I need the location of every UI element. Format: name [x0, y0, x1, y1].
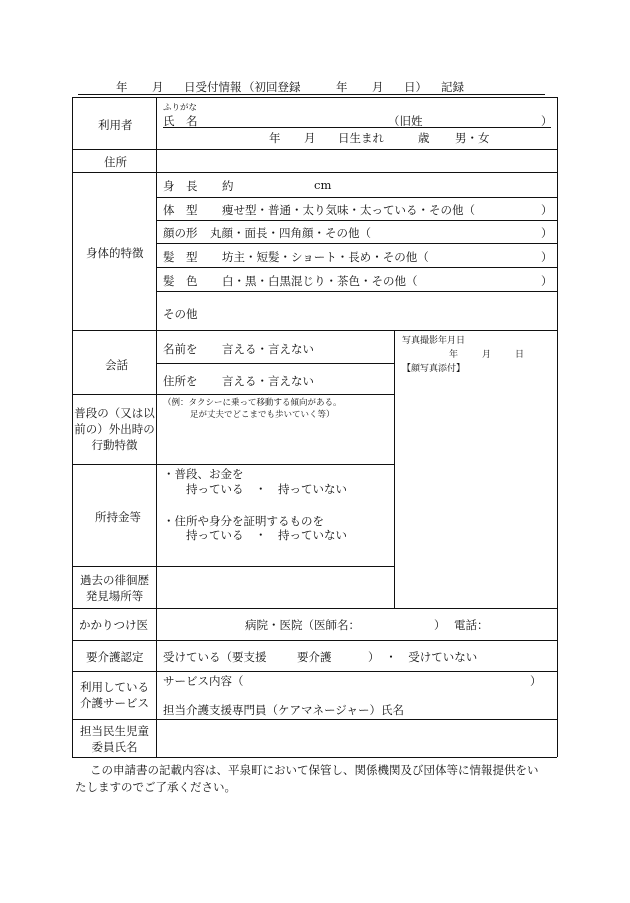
conversation-sep — [156, 363, 394, 364]
old-name-close: ） — [541, 114, 553, 128]
service-label-1: 利用している — [80, 680, 149, 694]
money-question-2: ・住所や身分を証明するものを — [163, 514, 324, 528]
height-label: 身 長 — [163, 179, 198, 193]
height-approx: 約 — [222, 179, 234, 193]
care-text-3: ） ・ 受けていない — [368, 650, 478, 664]
physical-label: 身体的特徴 — [86, 246, 144, 260]
table-border-right — [557, 97, 558, 757]
address-answer-options: 言える・言えない — [222, 374, 314, 388]
photo-year: 年 — [449, 350, 459, 360]
birth-month: 月 — [304, 131, 316, 145]
care-label: 要介護認定 — [86, 650, 144, 664]
money-answer-1: 持っている ・ 持っていない — [186, 482, 347, 496]
table-border-bottom — [72, 757, 557, 758]
history-label-1: 過去の徘徊歴 — [80, 573, 149, 587]
birth-day: 日生まれ — [338, 131, 384, 145]
birth-year: 年 — [269, 131, 281, 145]
commissioner-label — [73, 723, 156, 755]
row-sep — [72, 719, 557, 720]
header-day2: 日） — [404, 80, 427, 94]
care-text-2: 要介護 — [297, 650, 332, 664]
physical-sep — [156, 291, 557, 292]
hair-color-options: 白・黒・白黒混じり・茶色・その他（ — [222, 274, 418, 288]
outing-example-2: 足が丈夫でどこまでも歩いていく等） — [190, 410, 335, 420]
physical-sep — [156, 220, 557, 221]
face-shape-label: 顔の形 — [163, 226, 198, 240]
service-content-label: サービス内容（ — [163, 674, 244, 688]
header-year: 年 — [116, 80, 128, 94]
name-underline — [163, 127, 551, 128]
row-sep — [72, 608, 557, 609]
row-sep — [72, 464, 394, 465]
hairstyle-close: ） — [541, 250, 553, 264]
photo-month: 月 — [482, 350, 492, 360]
care-text-1: 受けている（要支援 — [163, 650, 267, 664]
sex-options: 男・女 — [455, 131, 490, 145]
hairstyle-options: 坊主・短髪・ショート・長め・その他（ — [222, 250, 429, 264]
header-record: 記録 — [441, 80, 464, 94]
address-label: 住所 — [104, 155, 127, 169]
body-type-close: ） — [541, 203, 553, 217]
row-sep — [72, 671, 557, 672]
face-shape-close: ） — [541, 226, 553, 240]
row-sep — [72, 149, 557, 150]
outing-example-1: （例：タクシーに乗って移動する傾向がある。 — [163, 398, 342, 408]
height-unit: cm — [314, 178, 332, 192]
header-reception: 日受付情報 — [184, 80, 242, 94]
age-label: 歳 — [418, 131, 430, 145]
history-label-2: 発見場所等 — [85, 589, 144, 603]
outing-label-1: 普段の（又は以 — [74, 406, 155, 420]
conversation-label: 会話 — [105, 358, 128, 372]
photo-column-divider — [394, 330, 395, 608]
money-label: 所持金等 — [95, 510, 141, 524]
photo-attach-note: 【顔写真添付】 — [402, 364, 466, 374]
furigana-label: ふりがな — [163, 103, 198, 113]
name-answer-options: 言える・言えない — [222, 342, 314, 356]
commissioner-label-2: 委員氏名 — [91, 740, 138, 754]
physical-sep — [156, 197, 557, 198]
header-underline — [78, 94, 545, 95]
body-type-label: 体 型 — [163, 203, 198, 217]
money-answer-2: 持っている ・ 持っていない — [186, 528, 347, 542]
header-year2: 年 — [336, 80, 348, 94]
service-label-2: 介護サービス — [80, 696, 149, 710]
outing-label-3: 行動特徴 — [91, 438, 138, 452]
outing-label-2: 前の）外出時の — [74, 422, 155, 436]
label-column-divider — [156, 97, 157, 757]
physical-sep — [156, 267, 557, 268]
row-sep — [72, 172, 557, 173]
doctor-phone: 電話： — [454, 618, 489, 632]
hairstyle-label: 髪 型 — [163, 250, 198, 264]
body-type-options: 痩せ型・普通・太り気味・太っている・その他（ — [222, 203, 475, 217]
row-sep — [72, 566, 394, 567]
photo-date-label: 写真撮影年月日 — [402, 336, 466, 346]
commissioner-label-1: 担当民生児童 — [80, 724, 149, 738]
old-name-label: （旧姓 — [388, 114, 423, 128]
hair-color-close: ） — [541, 274, 553, 288]
hair-color-label: 髪 色 — [163, 274, 198, 288]
address-question: 住所を — [163, 374, 198, 388]
doctor-text: 病院・医院（医師名： — [245, 618, 360, 632]
row-sep — [72, 330, 557, 331]
service-content-close: ） — [530, 674, 542, 688]
history-label — [73, 572, 156, 604]
doctor-close: ） — [434, 618, 446, 632]
header-month2: 月 — [372, 80, 384, 94]
row-sep — [72, 640, 557, 641]
user-label: 利用者 — [98, 118, 133, 132]
doctor-label: かかりつけ医 — [79, 618, 148, 632]
money-question-1: ・普段、お金を — [163, 467, 244, 481]
table-border-top — [72, 97, 557, 98]
face-shape-options: 丸顔・面長・四角顔・その他（ — [210, 226, 371, 240]
footer-line-1: この申請書の記載内容は、平泉町において保管し、関係機関及び団体等に情報提供をい — [90, 763, 539, 777]
header-first-registration: （初回登録 — [243, 80, 301, 94]
physical-sep — [156, 243, 557, 244]
name-question: 名前を — [163, 342, 198, 356]
care-manager-label: 担当介護支援専門員（ケアマネージャー）氏名 — [163, 703, 405, 717]
header-month: 月 — [152, 80, 164, 94]
other-features-label: その他 — [163, 307, 198, 321]
footer-line-2: たしますのでご了承ください。 — [75, 780, 236, 794]
row-sep — [72, 394, 394, 395]
photo-day: 日 — [515, 350, 525, 360]
name-label: 氏 名 — [163, 114, 198, 128]
